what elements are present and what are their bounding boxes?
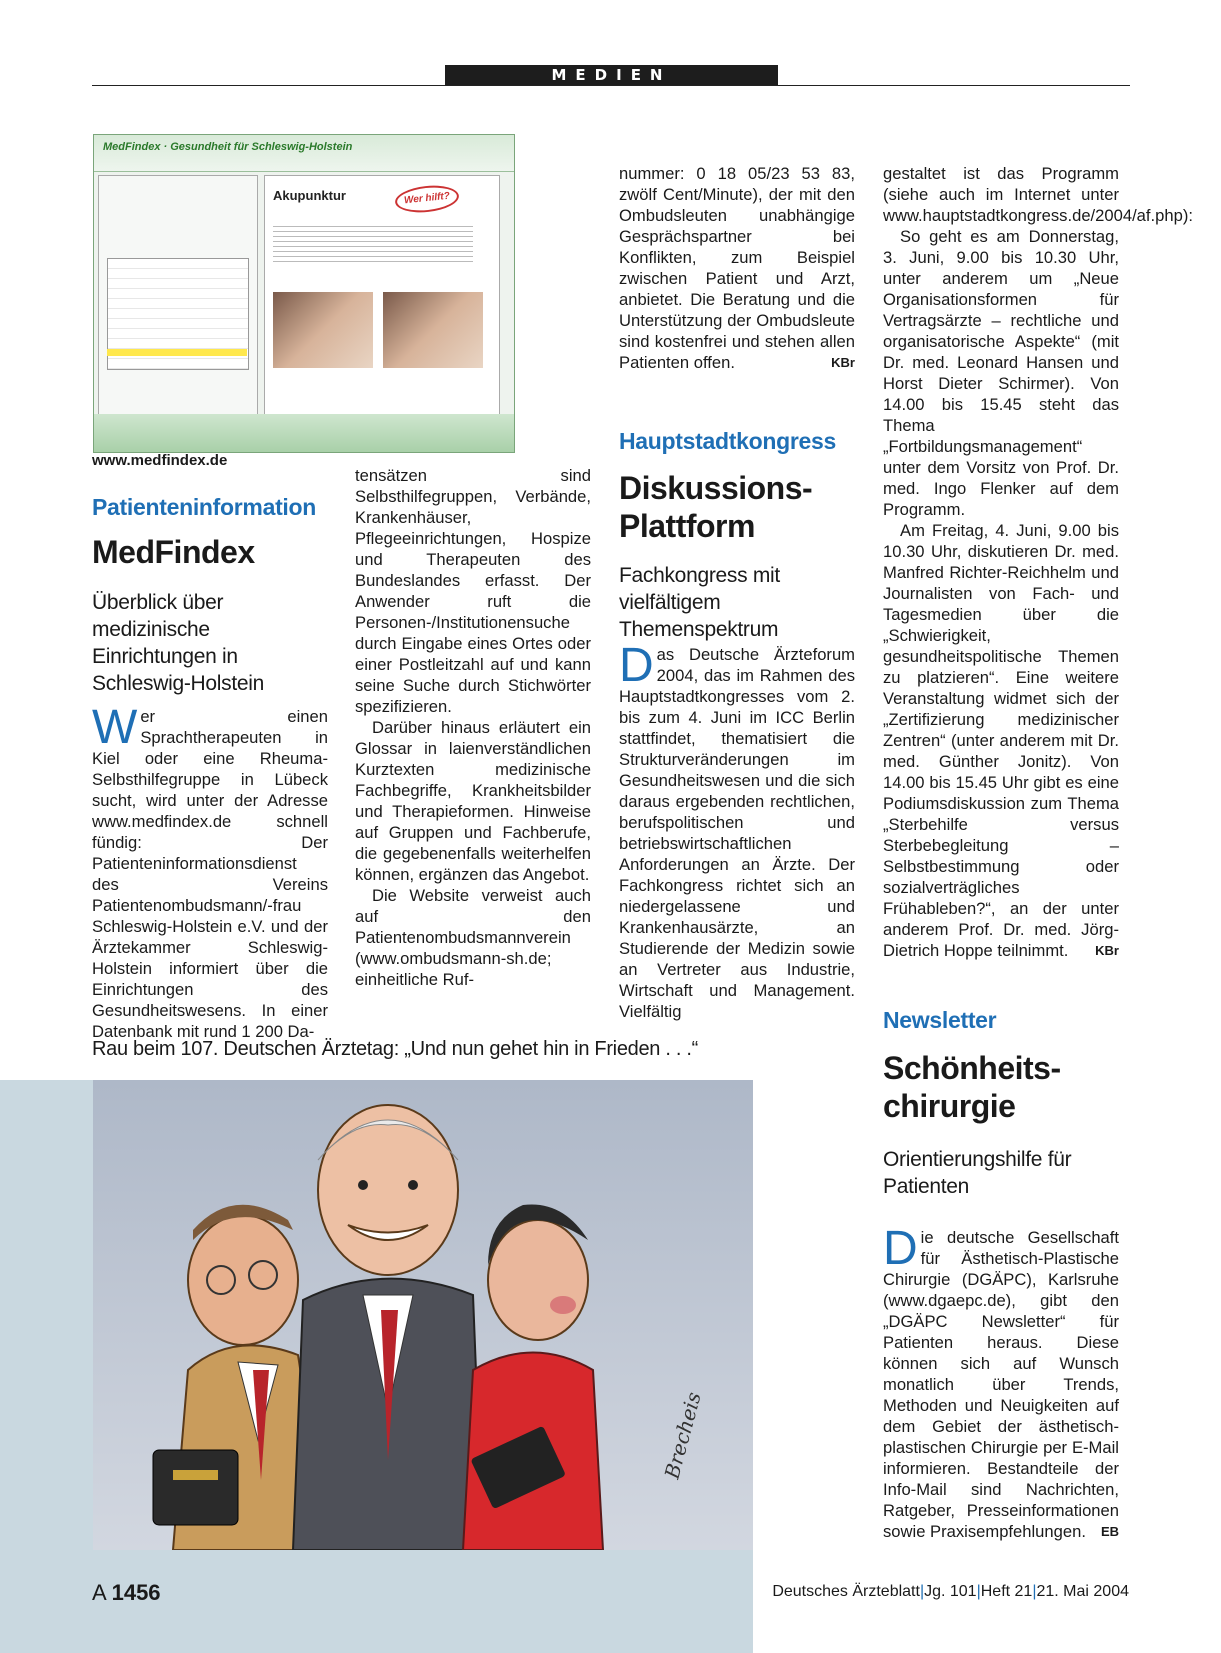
article1-col2-p3: Die Website verweist auch auf den Patientenombudsmannverein (www.ombudsmann-sh.de; einheitliche Ruf-	[355, 886, 591, 989]
acupuncture-photo-2	[383, 292, 483, 368]
article1-column1	[92, 701, 328, 1042]
screenshot-logo: MedFindex · Gesundheit für Schleswig-Holstein	[103, 141, 353, 153]
article1-kicker: Patienteninformation	[92, 494, 317, 520]
article2-column4	[883, 163, 1193, 961]
screenshot-caption: www.medfindex.de	[92, 452, 228, 469]
article3-drop-cap: D	[883, 1222, 918, 1275]
article3-title	[883, 1049, 1061, 1125]
article2-column3	[619, 639, 855, 1022]
journal-volume: Jg. 101	[924, 1583, 977, 1600]
journal-info: Deutsches Ärzteblatt|Jg. 101|Heft 21|21. Mai 2004	[772, 1583, 1129, 1600]
screenshot-heading: Akupunktur	[273, 188, 346, 203]
journal-name: Deutsches Ärzteblatt	[772, 1583, 920, 1600]
center-figure	[293, 1105, 483, 1550]
article3-title-line2: chirurgie	[883, 1088, 1016, 1124]
screenshot-sidebar	[98, 175, 258, 415]
article1-column3	[619, 163, 855, 373]
article3-column	[883, 1222, 1119, 1542]
article1-col2-p1: tensätzen sind Selbsthilfegruppen, Verbände, Krankenhäuser, Pflegeeinrichtungen, Hospize und Therapeuten des Bundeslandes erfasst. Der Anwender ruft die Personen-/Institutionensuche durch Eingabe eines Ortes oder einer Postleitzahl auf und kann seine Suche durch Stichwörter spezifizieren.	[355, 466, 591, 716]
cartoon-illustration	[93, 1080, 753, 1550]
article3-kicker: Newsletter	[883, 1007, 997, 1033]
acupuncture-photo-1	[273, 292, 373, 368]
page-number-value: 1456	[111, 1580, 161, 1605]
article2-title-line1: Diskussions-	[619, 470, 813, 506]
page-number	[92, 1580, 161, 1606]
cartoon-artist-signature: Brecheis	[659, 1389, 706, 1482]
article2-kicker: Hauptstadtkongress	[619, 428, 836, 454]
article1-drop-cap: W	[92, 701, 138, 754]
screenshot-text-lines	[273, 222, 473, 264]
screenshot-stamp: Wer hilft?	[394, 183, 460, 216]
article2-drop-cap: D	[619, 639, 654, 692]
article1-column2	[355, 465, 591, 990]
article2-col4-p2: So geht es am Donnerstag, 3. Juni, 9.00 bis 10.30 Uhr, unter anderem um „Neue Organisationsformen für Vertragsärzte – rechtliche und organisatorische Aspekte“ (mit Dr. med. Leonard Hansen und Horst Dieter Schirmer). Von 14.00 bis 15.45 steht das Thema „Fortbildungsmanagement“ unter dem Vorsitz von Prof. Dr. med. Ingo Flenker auf dem Programm.	[883, 227, 1119, 519]
article2-subtitle: Fachkongress mit vielfältigem Themenspektrum	[619, 564, 780, 641]
article2-col4-p1: gestaltet ist das Programm (siehe auch im Internet unter www.hauptstadtkongress.de/2004/af.php):	[883, 164, 1193, 225]
article1-col3-text: nummer: 0 18 05/23 53 83, zwölf Cent/Minute), der mit den Ombudsleuten unabhängige Gesprächspartner bei Konflikten, zum Beispiel zwischen Patient und Arzt, anbietet. Die Beratung und die Unterstützung der Ombudsleute sind kostenfrei und stehen allen Patienten offen.	[619, 164, 855, 372]
article3-signature: EB	[1100, 1524, 1119, 1539]
article3-body: ie deutsche Gesellschaft für Ästhetisch-Plastische Chirurgie (DGÄPC), Karlsruhe (www.dgaepc.de), gibt den „DGÄPC Newsletter“ für Patienten heraus. Diese können sich auf Wunsch monatlich über Trends, Methoden und Neuigkeiten auf dem Gebiet der ästhetisch-plastischen Chirurgie per E-Mail informieren. Bestandteile der Info-Mail sind Nachrichten, Ratgeber, Presseinformationen sowie Praxisempfehlungen.	[883, 1228, 1119, 1541]
website-screenshot	[93, 134, 515, 453]
article2-col4-p3: Am Freitag, 4. Juni, 9.00 bis 10.30 Uhr, diskutieren Dr. med. Manfred Richter-Reichhelm und Journalisten von Fach- und Tagesmedien über die „Schwierigkeit, gesundheitspolitische Themen zu platzieren“. Eine weitere Veranstaltung widmet sich der „Zertifizierung medizinischer Zentren“ (unter anderem mit Dr. med. Günther Jonitz). Von 14.00 bis 15.45 Uhr gibt es eine Podiumsdiskussion zum Thema „Sterbehilfe versus Sterbebegleitung – Selbstbestimmung oder sozialverträgliches Frühableben?“, an der unter anderem Prof. Dr. med. Jörg-Dietrich Hoppe teilnimmt.	[883, 521, 1119, 960]
article1-title: MedFindex	[92, 534, 255, 570]
article2-col3-text: as Deutsche Ärzteforum 2004, das im Rahmen des Hauptstadtkongresses vom 2. bis zum 4. Juni im ICC Berlin stattfindet, thematisiert die Strukturveränderungen im Gesundheitswesen und die sich daraus ergebenden rechtlichen, berufspolitischen und betriebswirtschaftlichen Anforderungen an Ärzte. Der Fachkongress richtet sich an niedergelassene und Krankenhausärzte, an Studierende der Medizin sowie an Vertreter aus Industrie, Wirtschaft und Management. Vielfältig	[619, 645, 855, 1021]
article1-col1-text: er einen Sprachtherapeuten in Kiel oder eine Rheuma-Selbsthilfegruppe in Lübeck sucht, wird unter der Adresse www.medfindex.de schnell fündig: Der Patienteninformationsdienst des Vereins Patientenombudsmann/-frau Schleswig-Holstein e.V. und der Ärztekammer Schleswig-Holstein informiert über die Einrichtungen des Gesundheitswesens. In einer Datenbank mit rund 1 200 Da-	[92, 707, 328, 1041]
article1-col2-p2: Darüber hinaus erläutert ein Glossar in laienverständlichen Kurztexten medizinische Fachbegriffe, Krankheitsbilder und Therapieformen. Hinweise auf Gruppen und Fachberufe, die gegebenenfalls weiterhelfen können, ergänzen das Angebot.	[355, 718, 591, 884]
screenshot-content	[264, 175, 500, 415]
page-prefix: A	[92, 1580, 106, 1605]
section-header: MEDIEN	[445, 65, 778, 86]
article1-subtitle: Überblick über medizinische Einrichtungen in Schleswig-Holstein	[92, 591, 265, 695]
article2-title	[619, 469, 812, 545]
article3-title-line1: Schönheits-	[883, 1050, 1061, 1086]
header-rule	[92, 85, 1130, 86]
article3-subtitle: Orientierungshilfe für Patienten	[883, 1148, 1072, 1198]
screenshot-selected-row	[107, 349, 247, 356]
screenshot-footer-nav	[94, 414, 514, 452]
article1-signature: KBr	[831, 355, 855, 370]
article2-title-line2: Plattform	[619, 508, 755, 544]
article2-signature: KBr	[1095, 943, 1119, 958]
journal-issue: Heft 21	[980, 1583, 1033, 1600]
cartoon-caption: Rau beim 107. Deutschen Ärztetag: „Und nun gehet hin in Frieden . . .“	[92, 1038, 699, 1060]
journal-date: 21. Mai 2004	[1036, 1583, 1129, 1600]
